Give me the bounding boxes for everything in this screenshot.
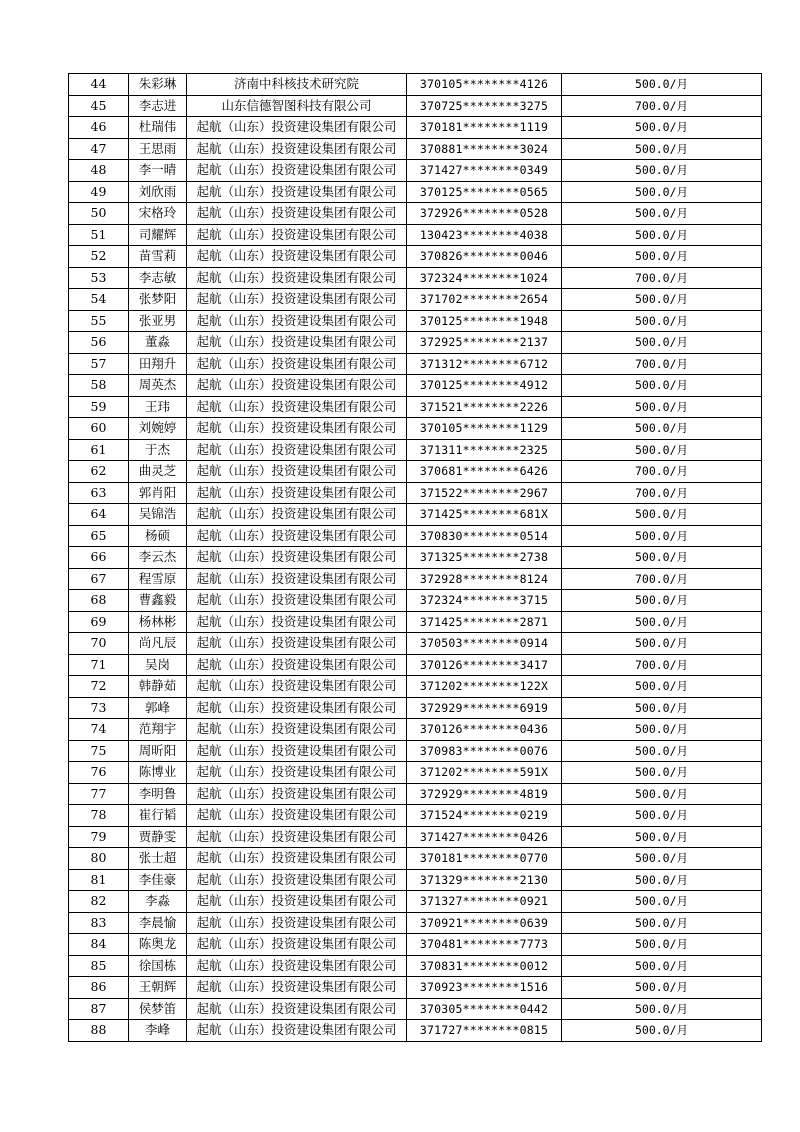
amount-cell: 500.0/月: [562, 633, 762, 655]
amount-cell: 700.0/月: [562, 482, 762, 504]
name-cell: 周昕阳: [129, 740, 187, 762]
amount-cell: 700.0/月: [562, 95, 762, 117]
row-number-cell: 80: [69, 848, 129, 870]
row-number-cell: 61: [69, 439, 129, 461]
amount-cell: 700.0/月: [562, 568, 762, 590]
id-number-cell: 371202********122X: [407, 676, 562, 698]
id-number-cell: 130423********4038: [407, 224, 562, 246]
row-number-cell: 75: [69, 740, 129, 762]
table-row: [69, 439, 762, 461]
id-number-cell: 371202********591X: [407, 762, 562, 784]
company-cell: 起航（山东）投资建设集团有限公司: [187, 418, 407, 440]
amount-cell: 500.0/月: [562, 310, 762, 332]
id-number-cell: 370923********1516: [407, 977, 562, 999]
table-row: [69, 353, 762, 375]
company-cell: 起航（山东）投资建设集团有限公司: [187, 504, 407, 526]
id-number-cell: 371325********2738: [407, 547, 562, 569]
id-number-cell: 370681********6426: [407, 461, 562, 483]
id-number-cell: 372928********8124: [407, 568, 562, 590]
company-cell: 起航（山东）投资建设集团有限公司: [187, 267, 407, 289]
row-number-cell: 56: [69, 332, 129, 354]
id-number-cell: 370125********0565: [407, 181, 562, 203]
amount-cell: 500.0/月: [562, 891, 762, 913]
name-cell: 刘婉婷: [129, 418, 187, 440]
id-number-cell: 370921********0639: [407, 912, 562, 934]
name-cell: 徐国栋: [129, 955, 187, 977]
row-number-cell: 62: [69, 461, 129, 483]
row-number-cell: 72: [69, 676, 129, 698]
name-cell: 崔行韬: [129, 805, 187, 827]
company-cell: 起航（山东）投资建设集团有限公司: [187, 762, 407, 784]
amount-cell: 500.0/月: [562, 998, 762, 1020]
name-cell: 郭肖阳: [129, 482, 187, 504]
amount-cell: 500.0/月: [562, 203, 762, 225]
id-number-cell: 371524********0219: [407, 805, 562, 827]
company-cell: 起航（山东）投资建设集团有限公司: [187, 181, 407, 203]
name-cell: 吴岗: [129, 654, 187, 676]
row-number-cell: 57: [69, 353, 129, 375]
table-row: [69, 117, 762, 139]
name-cell: 范翔宇: [129, 719, 187, 741]
id-number-cell: 370126********0436: [407, 719, 562, 741]
table-row: [69, 246, 762, 268]
name-cell: 张梦阳: [129, 289, 187, 311]
table-row: [69, 590, 762, 612]
id-number-cell: 372929********4819: [407, 783, 562, 805]
company-cell: 起航（山东）投资建设集团有限公司: [187, 525, 407, 547]
table-row: [69, 267, 762, 289]
name-cell: 周英杰: [129, 375, 187, 397]
row-number-cell: 79: [69, 826, 129, 848]
company-cell: 起航（山东）投资建设集团有限公司: [187, 224, 407, 246]
amount-cell: 500.0/月: [562, 138, 762, 160]
id-number-cell: 371425********681X: [407, 504, 562, 526]
name-cell: 尚凡辰: [129, 633, 187, 655]
company-cell: 起航（山东）投资建设集团有限公司: [187, 310, 407, 332]
row-number-cell: 77: [69, 783, 129, 805]
table-row: [69, 203, 762, 225]
table-row: [69, 181, 762, 203]
id-number-cell: 370125********4912: [407, 375, 562, 397]
table-row: [69, 461, 762, 483]
name-cell: 韩静茹: [129, 676, 187, 698]
id-number-cell: 371311********2325: [407, 439, 562, 461]
row-number-cell: 81: [69, 869, 129, 891]
amount-cell: 500.0/月: [562, 848, 762, 870]
table-row: [69, 977, 762, 999]
company-cell: 起航（山东）投资建设集团有限公司: [187, 332, 407, 354]
name-cell: 杜瑞伟: [129, 117, 187, 139]
company-cell: 起航（山东）投资建设集团有限公司: [187, 461, 407, 483]
id-number-cell: 372926********0528: [407, 203, 562, 225]
id-number-cell: 370305********0442: [407, 998, 562, 1020]
table-row: [69, 1020, 762, 1042]
company-cell: 起航（山东）投资建设集团有限公司: [187, 719, 407, 741]
amount-cell: 500.0/月: [562, 912, 762, 934]
amount-cell: 500.0/月: [562, 224, 762, 246]
table-row: [69, 934, 762, 956]
id-number-cell: 370125********1948: [407, 310, 562, 332]
row-number-cell: 44: [69, 74, 129, 96]
row-number-cell: 83: [69, 912, 129, 934]
company-cell: 起航（山东）投资建设集团有限公司: [187, 740, 407, 762]
company-cell: 起航（山东）投资建设集团有限公司: [187, 246, 407, 268]
amount-cell: 500.0/月: [562, 611, 762, 633]
amount-cell: 500.0/月: [562, 762, 762, 784]
company-cell: 起航（山东）投资建设集团有限公司: [187, 353, 407, 375]
amount-cell: 500.0/月: [562, 418, 762, 440]
row-number-cell: 59: [69, 396, 129, 418]
amount-cell: 500.0/月: [562, 719, 762, 741]
id-number-cell: 371329********2130: [407, 869, 562, 891]
id-number-cell: 370881********3024: [407, 138, 562, 160]
company-cell: 起航（山东）投资建设集团有限公司: [187, 783, 407, 805]
table-row: [69, 74, 762, 96]
table-row: [69, 332, 762, 354]
table-row: [69, 719, 762, 741]
row-number-cell: 46: [69, 117, 129, 139]
id-number-cell: 371427********0426: [407, 826, 562, 848]
table-row: [69, 289, 762, 311]
id-number-cell: 370725********3275: [407, 95, 562, 117]
company-cell: 起航（山东）投资建设集团有限公司: [187, 396, 407, 418]
table-row: [69, 547, 762, 569]
amount-cell: 500.0/月: [562, 826, 762, 848]
amount-cell: 500.0/月: [562, 977, 762, 999]
row-number-cell: 88: [69, 1020, 129, 1042]
amount-cell: 500.0/月: [562, 117, 762, 139]
table-row: [69, 998, 762, 1020]
name-cell: 吴锦浩: [129, 504, 187, 526]
name-cell: 曲灵芝: [129, 461, 187, 483]
amount-cell: 500.0/月: [562, 375, 762, 397]
table-row: [69, 160, 762, 182]
amount-cell: 500.0/月: [562, 676, 762, 698]
row-number-cell: 58: [69, 375, 129, 397]
table-row: [69, 826, 762, 848]
name-cell: 侯梦笛: [129, 998, 187, 1020]
table-row: [69, 525, 762, 547]
table-row: [69, 633, 762, 655]
table-row: [69, 482, 762, 504]
company-cell: 起航（山东）投资建设集团有限公司: [187, 676, 407, 698]
id-number-cell: 370503********0914: [407, 633, 562, 655]
name-cell: 于杰: [129, 439, 187, 461]
company-cell: 起航（山东）投资建设集团有限公司: [187, 977, 407, 999]
name-cell: 司耀辉: [129, 224, 187, 246]
company-cell: 起航（山东）投资建设集团有限公司: [187, 568, 407, 590]
amount-cell: 700.0/月: [562, 267, 762, 289]
amount-cell: 500.0/月: [562, 439, 762, 461]
row-number-cell: 45: [69, 95, 129, 117]
id-number-cell: 371702********2654: [407, 289, 562, 311]
name-cell: 李明鲁: [129, 783, 187, 805]
name-cell: 李晨愉: [129, 912, 187, 934]
table-row: [69, 740, 762, 762]
name-cell: 李志进: [129, 95, 187, 117]
table-row: [69, 396, 762, 418]
company-cell: 起航（山东）投资建设集团有限公司: [187, 934, 407, 956]
table-row: [69, 418, 762, 440]
company-cell: 起航（山东）投资建设集团有限公司: [187, 697, 407, 719]
row-number-cell: 68: [69, 590, 129, 612]
row-number-cell: 71: [69, 654, 129, 676]
row-number-cell: 84: [69, 934, 129, 956]
company-cell: 济南中科核技术研究院: [187, 74, 407, 96]
row-number-cell: 63: [69, 482, 129, 504]
company-cell: 起航（山东）投资建设集团有限公司: [187, 1020, 407, 1042]
amount-cell: 500.0/月: [562, 934, 762, 956]
company-cell: 起航（山东）投资建设集团有限公司: [187, 160, 407, 182]
id-number-cell: 371727********0815: [407, 1020, 562, 1042]
row-number-cell: 78: [69, 805, 129, 827]
row-number-cell: 49: [69, 181, 129, 203]
table-row: [69, 869, 762, 891]
name-cell: 杨林彬: [129, 611, 187, 633]
amount-cell: 700.0/月: [562, 461, 762, 483]
name-cell: 王玮: [129, 396, 187, 418]
company-cell: 起航（山东）投资建设集团有限公司: [187, 826, 407, 848]
table-row: [69, 783, 762, 805]
company-cell: 起航（山东）投资建设集团有限公司: [187, 482, 407, 504]
table-row: [69, 375, 762, 397]
id-number-cell: 370826********0046: [407, 246, 562, 268]
id-number-cell: 370105********1129: [407, 418, 562, 440]
name-cell: 贾静雯: [129, 826, 187, 848]
company-cell: 起航（山东）投资建设集团有限公司: [187, 805, 407, 827]
amount-cell: 500.0/月: [562, 547, 762, 569]
id-number-cell: 370983********0076: [407, 740, 562, 762]
row-number-cell: 51: [69, 224, 129, 246]
company-cell: 起航（山东）投资建设集团有限公司: [187, 439, 407, 461]
amount-cell: 500.0/月: [562, 160, 762, 182]
row-number-cell: 87: [69, 998, 129, 1020]
row-number-cell: 82: [69, 891, 129, 913]
table-row: [69, 697, 762, 719]
table-row: [69, 95, 762, 117]
amount-cell: 500.0/月: [562, 955, 762, 977]
amount-cell: 500.0/月: [562, 869, 762, 891]
company-cell: 起航（山东）投资建设集团有限公司: [187, 611, 407, 633]
row-number-cell: 67: [69, 568, 129, 590]
name-cell: 朱彩琳: [129, 74, 187, 96]
table-row: [69, 138, 762, 160]
table-row: [69, 676, 762, 698]
name-cell: 刘欣雨: [129, 181, 187, 203]
id-number-cell: 370181********0770: [407, 848, 562, 870]
amount-cell: 500.0/月: [562, 504, 762, 526]
id-number-cell: 371312********6712: [407, 353, 562, 375]
company-cell: 起航（山东）投资建设集团有限公司: [187, 912, 407, 934]
id-number-cell: 371327********0921: [407, 891, 562, 913]
id-number-cell: 370126********3417: [407, 654, 562, 676]
name-cell: 李一晴: [129, 160, 187, 182]
id-number-cell: 371522********2967: [407, 482, 562, 504]
table-row: [69, 611, 762, 633]
company-cell: 起航（山东）投资建设集团有限公司: [187, 203, 407, 225]
amount-cell: 700.0/月: [562, 353, 762, 375]
amount-cell: 500.0/月: [562, 805, 762, 827]
amount-cell: 500.0/月: [562, 246, 762, 268]
name-cell: 王思雨: [129, 138, 187, 160]
row-number-cell: 86: [69, 977, 129, 999]
amount-cell: 500.0/月: [562, 181, 762, 203]
name-cell: 苗雪莉: [129, 246, 187, 268]
id-number-cell: 370830********0514: [407, 525, 562, 547]
row-number-cell: 69: [69, 611, 129, 633]
amount-cell: 500.0/月: [562, 289, 762, 311]
row-number-cell: 54: [69, 289, 129, 311]
company-cell: 起航（山东）投资建设集团有限公司: [187, 869, 407, 891]
company-cell: 起航（山东）投资建设集团有限公司: [187, 891, 407, 913]
company-cell: 起航（山东）投资建设集团有限公司: [187, 998, 407, 1020]
table-body: [69, 74, 762, 1042]
company-cell: 起航（山东）投资建设集团有限公司: [187, 547, 407, 569]
row-number-cell: 53: [69, 267, 129, 289]
row-number-cell: 52: [69, 246, 129, 268]
company-cell: 起航（山东）投资建设集团有限公司: [187, 848, 407, 870]
name-cell: 李峰: [129, 1020, 187, 1042]
company-cell: 起航（山东）投资建设集团有限公司: [187, 955, 407, 977]
name-cell: 李淼: [129, 891, 187, 913]
id-number-cell: 371427********0349: [407, 160, 562, 182]
row-number-cell: 55: [69, 310, 129, 332]
table-row: [69, 848, 762, 870]
row-number-cell: 73: [69, 697, 129, 719]
id-number-cell: 372324********1024: [407, 267, 562, 289]
amount-cell: 500.0/月: [562, 590, 762, 612]
amount-cell: 500.0/月: [562, 783, 762, 805]
company-cell: 起航（山东）投资建设集团有限公司: [187, 654, 407, 676]
id-number-cell: 370105********4126: [407, 74, 562, 96]
table-row: [69, 762, 762, 784]
name-cell: 李云杰: [129, 547, 187, 569]
name-cell: 张士超: [129, 848, 187, 870]
row-number-cell: 76: [69, 762, 129, 784]
amount-cell: 500.0/月: [562, 1020, 762, 1042]
row-number-cell: 85: [69, 955, 129, 977]
company-cell: 山东信德智图科技有限公司: [187, 95, 407, 117]
amount-cell: 500.0/月: [562, 396, 762, 418]
company-cell: 起航（山东）投资建设集团有限公司: [187, 633, 407, 655]
name-cell: 程雪原: [129, 568, 187, 590]
name-cell: 田翔升: [129, 353, 187, 375]
amount-cell: 500.0/月: [562, 740, 762, 762]
name-cell: 宋格玲: [129, 203, 187, 225]
id-number-cell: 372925********2137: [407, 332, 562, 354]
row-number-cell: 65: [69, 525, 129, 547]
table-row: [69, 654, 762, 676]
table-row: [69, 805, 762, 827]
amount-cell: 500.0/月: [562, 332, 762, 354]
name-cell: 曹鑫毅: [129, 590, 187, 612]
row-number-cell: 64: [69, 504, 129, 526]
amount-cell: 500.0/月: [562, 74, 762, 96]
id-number-cell: 370481********7773: [407, 934, 562, 956]
name-cell: 李志敏: [129, 267, 187, 289]
table-row: [69, 224, 762, 246]
name-cell: 李佳豪: [129, 869, 187, 891]
name-cell: 陈奥龙: [129, 934, 187, 956]
row-number-cell: 66: [69, 547, 129, 569]
company-cell: 起航（山东）投资建设集团有限公司: [187, 138, 407, 160]
company-cell: 起航（山东）投资建设集团有限公司: [187, 117, 407, 139]
table-row: [69, 504, 762, 526]
company-cell: 起航（山东）投资建设集团有限公司: [187, 375, 407, 397]
id-number-cell: 372929********6919: [407, 697, 562, 719]
table-row: [69, 891, 762, 913]
row-number-cell: 60: [69, 418, 129, 440]
id-number-cell: 370831********0012: [407, 955, 562, 977]
company-cell: 起航（山东）投资建设集团有限公司: [187, 289, 407, 311]
table-row: [69, 912, 762, 934]
name-cell: 王朝辉: [129, 977, 187, 999]
amount-cell: 500.0/月: [562, 525, 762, 547]
name-cell: 郭峰: [129, 697, 187, 719]
row-number-cell: 50: [69, 203, 129, 225]
row-number-cell: 70: [69, 633, 129, 655]
amount-cell: 500.0/月: [562, 697, 762, 719]
row-number-cell: 47: [69, 138, 129, 160]
name-cell: 张亚男: [129, 310, 187, 332]
table-row: [69, 310, 762, 332]
amount-cell: 700.0/月: [562, 654, 762, 676]
name-cell: 董淼: [129, 332, 187, 354]
id-number-cell: 371425********2871: [407, 611, 562, 633]
table-row: [69, 955, 762, 977]
id-number-cell: 370181********1119: [407, 117, 562, 139]
company-cell: 起航（山东）投资建设集团有限公司: [187, 590, 407, 612]
row-number-cell: 48: [69, 160, 129, 182]
id-number-cell: 372324********3715: [407, 590, 562, 612]
name-cell: 杨硕: [129, 525, 187, 547]
row-number-cell: 74: [69, 719, 129, 741]
subsidy-table: [68, 73, 762, 1042]
id-number-cell: 371521********2226: [407, 396, 562, 418]
table-row: [69, 568, 762, 590]
name-cell: 陈博业: [129, 762, 187, 784]
